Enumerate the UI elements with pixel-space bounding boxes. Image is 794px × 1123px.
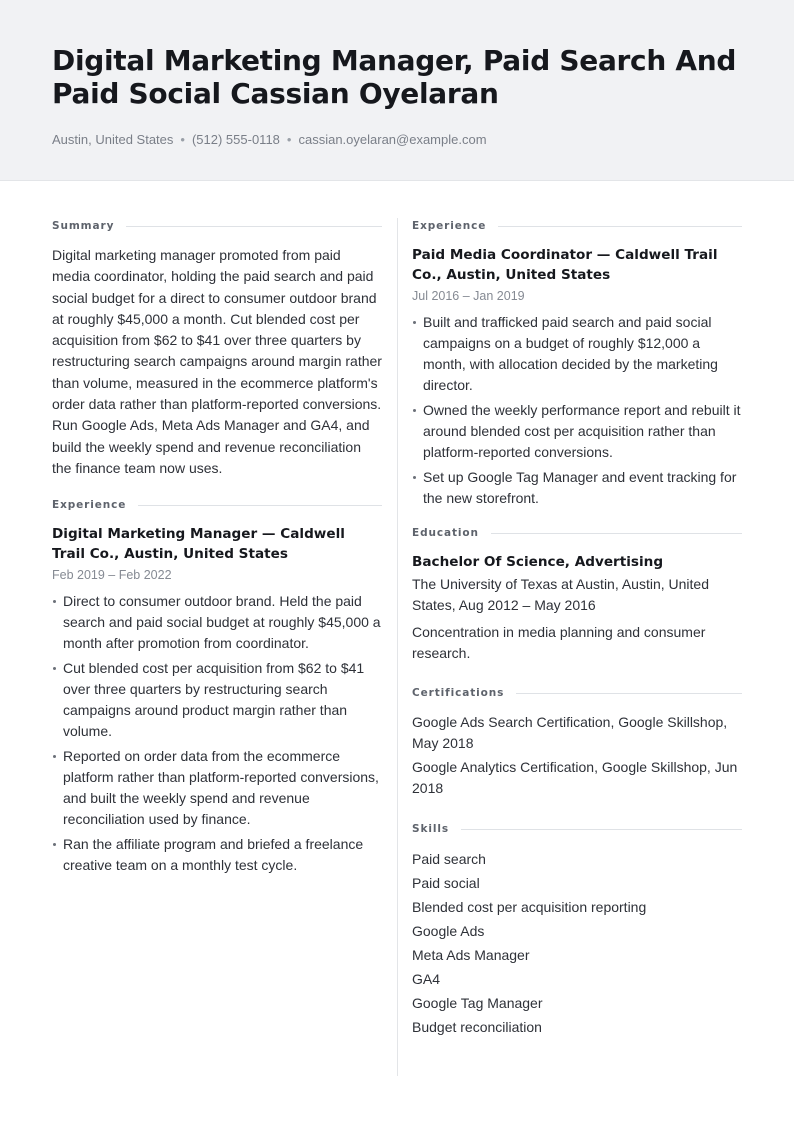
section-title-experience: Experience (52, 499, 127, 512)
column-divider (397, 218, 398, 1076)
skill-item: Paid search (412, 851, 486, 867)
certifications-section (412, 685, 742, 799)
bullet-item: Set up Google Tag Manager and event tracking for the new storefront. (412, 467, 742, 509)
skill-item: Google Tag Manager (412, 995, 543, 1011)
section-header (52, 497, 382, 513)
skills-section (412, 821, 742, 1039)
section-rule (461, 829, 742, 830)
location: Austin, United States (52, 132, 174, 147)
job-dates: Feb 2019 – Feb 2022 (52, 568, 172, 583)
bullet-item: Cut blended cost per acquisition from $62 to $41 over three quarters by restructuring search campaigns around product margin rather than volume. (52, 658, 382, 742)
summary-text: Digital marketing manager promoted from paid media coordinator, holding the paid search and paid social budget for a direct to consumer outdoor brand at roughly $45,000 a month. Cut blended cost per acquisition from $62 to $41 over three quarters by restructuring search campaigns around margin rather than volume, measured in the ecommerce platform's order data rather than platform-reported conversions. Run Google Ads, Meta Ads Manager and GA4, and build the weekly spend and revenue reconciliation the finance team now uses. (52, 247, 382, 476)
skill-item: Google Ads (412, 923, 485, 939)
bullet-item: Built and trafficked paid search and paid social campaigns on a budget of roughly $12,000 a month, with allocation decided by the marketing director. (412, 312, 742, 396)
bullet-item: Direct to consumer outdoor brand. Held the paid search and paid social budget at roughly $45,000 a month after promotion from coordinator. (52, 591, 382, 654)
section-rule (498, 226, 742, 227)
experience-section-left (52, 497, 382, 876)
section-header (412, 821, 742, 837)
phone: (512) 555-0118 (191, 132, 280, 147)
section-header (412, 685, 742, 701)
job-title: Paid Media Coordinator — Caldwell Trail Co., Austin, United States (412, 247, 718, 283)
bullet-item: Ran the affiliate program and briefed a freelance creative team on a monthly test cycle. (52, 834, 382, 876)
bullet-item: Reported on order data from the ecommerce platform rather than platform-reported conversions, and built the weekly spend and revenue reconciliation used by finance. (52, 746, 382, 830)
separator-dot: • (286, 132, 292, 147)
section-header (412, 218, 742, 234)
job-bullets (412, 312, 742, 509)
school: The University of Texas at Austin, Austin, United States, Aug 2012 – May 2016 (412, 576, 710, 613)
skill-item: Paid social (412, 875, 480, 891)
section-rule (138, 505, 382, 506)
job-title: Digital Marketing Manager — Caldwell Trail Co., Austin, United States (52, 526, 345, 563)
skill-item: Budget reconciliation (412, 1019, 542, 1035)
skill-item: Blended cost per acquisition reporting (412, 899, 647, 915)
section-title-summary: Summary (52, 220, 115, 232)
section-title-skills: Skills (412, 823, 449, 835)
job-dates: Jul 2016 – Jan 2019 (412, 289, 525, 303)
separator-dot: • (180, 132, 185, 147)
resume-header (0, 0, 794, 181)
section-title-certifications: Certifications (412, 687, 505, 699)
contact-line (52, 132, 487, 148)
education-section (412, 525, 742, 664)
section-title-experience: Experience (412, 220, 487, 232)
experience-section-right (412, 218, 742, 509)
skill-item: Meta Ads Manager (412, 947, 530, 963)
education-note: Concentration in media planning and consumer research. (412, 624, 706, 661)
candidate-name: Digital Marketing Manager, Paid Search And Paid Social Cassian Oyelaran (52, 44, 737, 110)
certification-item: Google Ads Search Certification, Google Skillshop, May 2018 (412, 714, 728, 751)
section-rule (516, 693, 742, 694)
job-bullets (52, 591, 382, 876)
bullet-item: Owned the weekly performance report and rebuilt it around blended cost per acquisition rather than platform-reported conversions. (412, 400, 742, 463)
section-rule (126, 226, 382, 227)
summary-section (52, 218, 382, 479)
section-title-education: Education (412, 527, 479, 539)
certification-item: Google Analytics Certification, Google Skillshop, Jun 2018 (412, 759, 738, 796)
degree: Bachelor Of Science, Advertising (412, 554, 664, 570)
section-header (412, 525, 742, 541)
section-header (52, 218, 382, 234)
left-column (52, 218, 382, 880)
skills-list (412, 847, 742, 1039)
email: cassian.oyelaran@example.com (298, 132, 487, 147)
certification-list (412, 712, 742, 799)
skill-item: GA4 (412, 971, 441, 987)
right-column (412, 218, 742, 1039)
section-rule (491, 533, 742, 534)
